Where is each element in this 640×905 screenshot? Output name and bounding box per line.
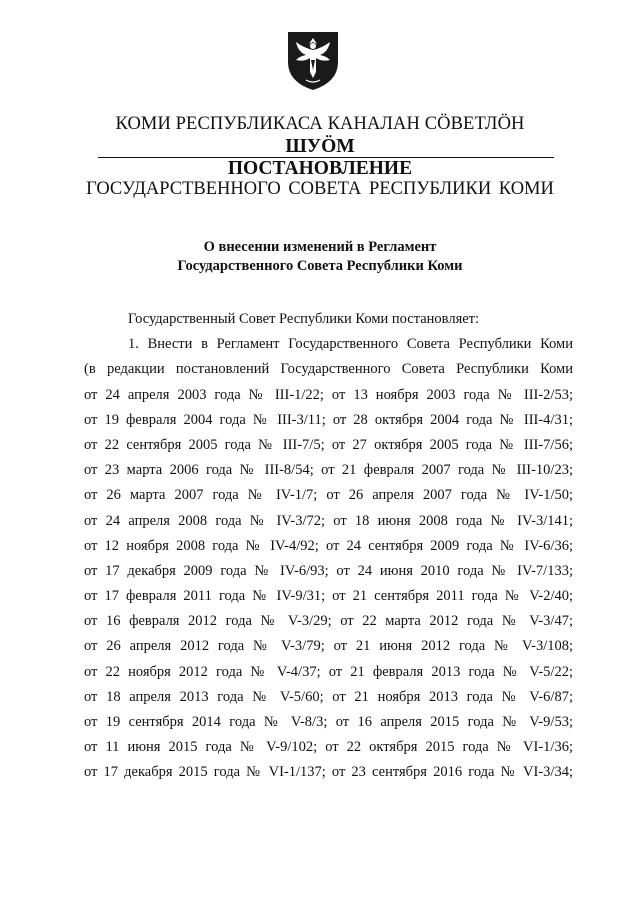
body-line: от 26 апреля 2012 года № V-3/79; от 21 июня 2012 года № V-3/108; [84, 638, 573, 655]
header-komi-line: КОМИ РЕСПУБЛИКАСА КАНАЛАН СÖВЕТЛÖН [115, 114, 525, 134]
document-subject [0, 238, 640, 276]
body-line: Государственный Совет Республики Коми постановляет: [128, 311, 480, 327]
body-line: от 22 ноября 2012 года № V-4/37; от 21 февраля 2013 года № V-5/22; [84, 663, 573, 680]
body-line: от 22 сентября 2005 года № III-7/5; от 27 октября 2005 года № III-7/56; [84, 436, 573, 453]
header-doc-type: ПОСТАНОВЛЕНИЕ [227, 158, 413, 179]
body-line: от 23 марта 2006 года № III-8/54; от 21 февраля 2007 года № III-10/23; [84, 462, 573, 479]
body-line: от 17 декабря 2009 года № IV-6/93; от 24 июня 2010 года № IV-7/133; [84, 562, 573, 579]
body-line: от 12 ноября 2008 года № IV-4/92; от 24 сентября 2009 года № IV-6/36; [84, 537, 573, 554]
body-line: от 17 декабря 2015 года № VI-1/137; от 23 сентября 2016 года № VI-3/34; [84, 764, 573, 781]
body-line: от 17 февраля 2011 года № IV-9/31; от 21 сентября 2011 года № V-2/40; [84, 588, 573, 605]
body-line: от 24 апреля 2003 года № III-1/22; от 13 ноября 2003 года № III-2/53; [84, 386, 573, 403]
body-line: (в редакции постановлений Государственного Совета Республики Коми [84, 361, 573, 378]
body-line: от 24 апреля 2008 года № IV-3/72; от 18 июня 2008 года № IV-3/141; [84, 512, 573, 529]
subject-line: О внесении изменений в Регламент [203, 239, 437, 255]
body-line: от 19 февраля 2004 года № III-3/11; от 28 октября 2004 года № III-4/31; [84, 411, 573, 428]
body-line: от 19 сентября 2014 года № V-8/3; от 16 апреля 2015 года № V-9/53; [84, 714, 573, 730]
header-komi-doc-type: ШУÖМ [285, 136, 355, 157]
body-line: от 18 апреля 2013 года № V-5/60; от 21 ноября 2013 года № V-6/87; [84, 688, 573, 705]
subject-line: Государственного Совета Республики Коми [177, 258, 463, 274]
body-line: 1. Внести в Регламент Государственного Совета Республики Коми [128, 336, 573, 353]
komi-coat-of-arms-icon [282, 22, 344, 92]
document-body [84, 307, 573, 786]
body-line: от 11 июня 2015 года № V-9/102; от 22 октября 2015 года № VI-1/36; [84, 739, 573, 756]
body-line: от 16 февраля 2012 года № V-3/29; от 22 марта 2012 года № V-3/47; [84, 613, 573, 630]
body-line: от 26 марта 2007 года № IV-1/7; от 26 апреля 2007 года № IV-1/50; [84, 487, 573, 504]
header-council: ГОСУДАРСТВЕННОГО СОВЕТА РЕСПУБЛИКИ КОМИ [86, 179, 554, 199]
